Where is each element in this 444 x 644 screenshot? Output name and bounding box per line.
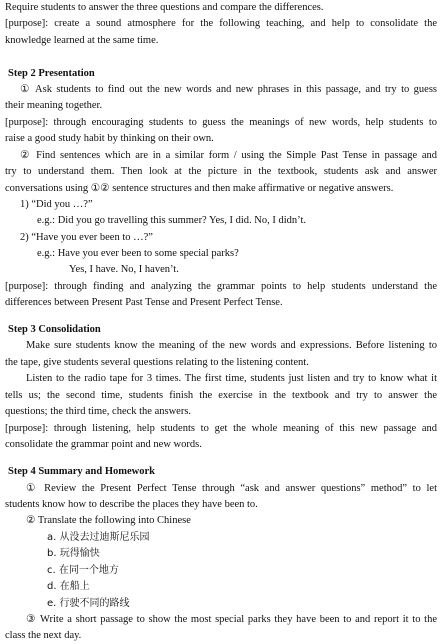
text-line: ③ Write a short passage to show the most special parks they have been to and report it to the bbox=[26, 614, 437, 625]
text-line: ① Review the Present Perfect Tense through “ask and answer questions” method” to let bbox=[26, 483, 437, 494]
text-line: tells us; the second time, students finish the exercise in the textbook and try to answer the bbox=[5, 390, 437, 401]
translation-item: e. 行驶不同的路线 bbox=[47, 598, 130, 609]
step4-heading: Step 4 Summary and Homework bbox=[8, 466, 156, 477]
text-line: the tape, give students several questions relating to the listening content. bbox=[5, 357, 309, 368]
text-line: Require students to answer the three questions and compare the differences. bbox=[5, 2, 324, 13]
text-line: consolidate the grammar point and new words. bbox=[5, 439, 202, 450]
text-line: Make sure students know the meaning of the new words and expressions. Before listening to bbox=[26, 340, 437, 351]
translation-item: c. 在同一个地方 bbox=[47, 565, 119, 576]
translation-item: d. 在船上 bbox=[47, 581, 90, 592]
text-line: class the next day. bbox=[5, 630, 82, 641]
example-1: e.g.: Did you go travelling this summer? Yes, I did. No, I didn’t. bbox=[37, 215, 306, 226]
text-line: ② Translate the following into Chinese bbox=[26, 515, 191, 526]
text-line: conversations using ①② sentence structures and then make affirmative or negative answers. bbox=[5, 183, 394, 194]
question-pattern-1: 1) “Did you …?” bbox=[20, 199, 93, 210]
step2-heading: Step 2 Presentation bbox=[8, 68, 95, 79]
text-line: try to understand them. Then look at the picture in the textbook, students ask and answer bbox=[5, 166, 437, 177]
text-line: questions; the third time, check the answers. bbox=[5, 406, 192, 417]
purpose-line: [purpose]: through finding and analyzing the grammar points to help students understand the bbox=[5, 281, 437, 292]
text-line: their meaning together. bbox=[5, 100, 103, 111]
text-line: differences between Present Past Tense and Present Perfect Tense. bbox=[5, 297, 283, 308]
step3-heading: Step 3 Consolidation bbox=[8, 324, 101, 335]
text-line: ② Find sentences which are in a similar form / using the Simple Past Tense in passage and bbox=[20, 150, 437, 161]
question-pattern-2: 2) “Have you ever been to …?” bbox=[20, 232, 153, 243]
example-2: e.g.: Have you ever been to some special parks? bbox=[37, 248, 239, 259]
translation-item: a. 从没去过迪斯尼乐园 bbox=[47, 532, 150, 543]
example-2-answer: Yes, I have. No, I haven’t. bbox=[69, 264, 179, 275]
text-line: ① Ask students to find out the new words and new phrases in this passage, and try to guess bbox=[20, 84, 437, 95]
text-line: students know how to describe the places they have been to. bbox=[5, 499, 258, 510]
purpose-line: [purpose]: through listening, help students to get the whole meaning of this new passage and bbox=[5, 423, 437, 434]
text-line: raise a good study habit by thinking on their own. bbox=[5, 133, 214, 144]
text-line: Listen to the radio tape for 3 times. The first time, students just listen and try to know what it bbox=[26, 373, 437, 384]
purpose-line: [purpose]: through encouraging students to guess the meanings of new words, help students to bbox=[5, 117, 437, 128]
purpose-line: [purpose]: create a sound atmosphere for the following teaching, and help to consolidate the bbox=[5, 18, 437, 29]
text-line: knowledge learned at the same time. bbox=[5, 35, 159, 46]
translation-item: b. 玩得愉快 bbox=[47, 548, 100, 559]
